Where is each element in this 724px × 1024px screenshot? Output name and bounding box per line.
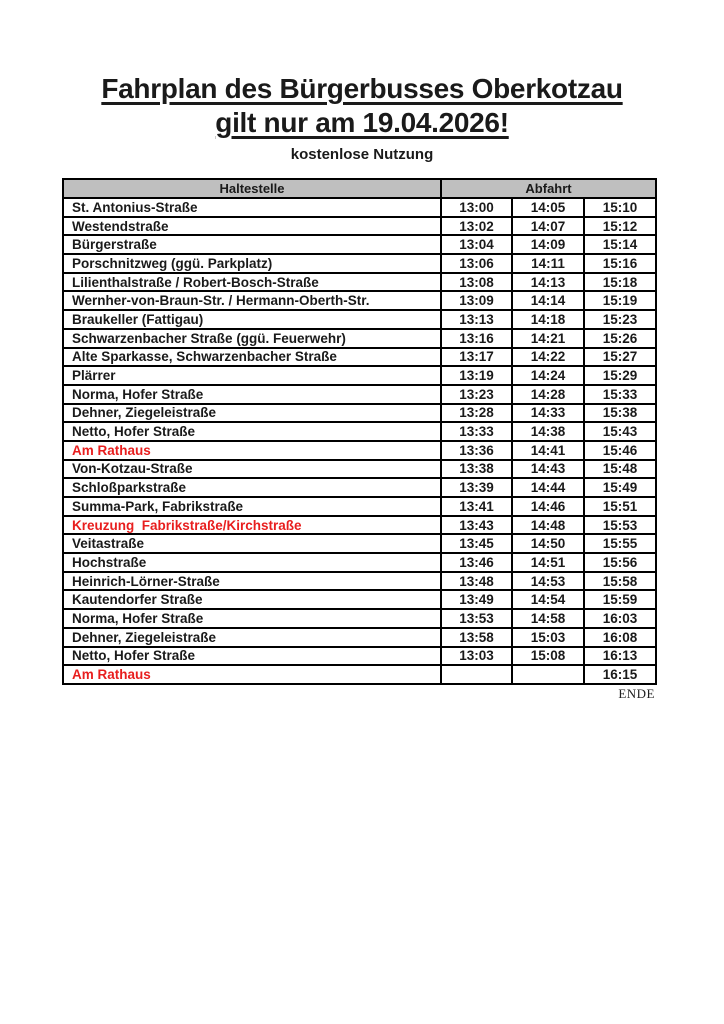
stop-name: Veitastraße: [63, 534, 441, 553]
table-row: [63, 441, 656, 460]
stop-name: Von-Kotzau-Straße: [63, 460, 441, 479]
table-row: [63, 478, 656, 497]
departure-time-2: 14:09: [512, 235, 584, 254]
stop-name: Norma, Hofer Straße: [63, 385, 441, 404]
departure-time-3: 16:08: [584, 628, 656, 647]
departure-time-2: 14:46: [512, 497, 584, 516]
stop-name: Kautendorfer Straße: [63, 590, 441, 609]
departure-time-3: 15:16: [584, 254, 656, 273]
end-note: ENDE: [618, 686, 655, 701]
timetable-header: [63, 179, 656, 198]
timetable-body: [63, 198, 656, 684]
departure-time-1: 13:06: [441, 254, 512, 273]
departure-time-3: 15:59: [584, 590, 656, 609]
stop-name: Am Rathaus: [63, 665, 441, 684]
departure-time-3: 16:13: [584, 647, 656, 666]
header-row: [63, 179, 656, 198]
departure-time-1: 13:45: [441, 534, 512, 553]
table-row: [63, 534, 656, 553]
departure-time-3: 15:51: [584, 497, 656, 516]
header-stop-column: Haltestelle: [63, 179, 441, 198]
table-row: [63, 590, 656, 609]
table-row: [63, 628, 656, 647]
departure-time-2: 14:54: [512, 590, 584, 609]
departure-time-3: 15:18: [584, 273, 656, 292]
header-departure-column: Abfahrt: [441, 179, 656, 198]
table-row: [63, 291, 656, 310]
stop-name: Am Rathaus: [63, 441, 441, 460]
departure-time-2: 14:21: [512, 329, 584, 348]
page-title-line1: Fahrplan des Bürgerbusses Oberkotzau: [101, 73, 623, 104]
stop-name: Lilienthalstraße / Robert-Bosch-Straße: [63, 273, 441, 292]
departure-time-1: 13:13: [441, 310, 512, 329]
page-title: [0, 72, 724, 140]
table-row: [63, 572, 656, 591]
departure-time-2: 14:24: [512, 366, 584, 385]
departure-time-1: 13:09: [441, 291, 512, 310]
stop-name: Hochstraße: [63, 553, 441, 572]
departure-time-2: 14:38: [512, 422, 584, 441]
table-row: [63, 422, 656, 441]
departure-time-3: 15:10: [584, 198, 656, 217]
table-row: [63, 497, 656, 516]
table-row: [63, 460, 656, 479]
stop-name: Norma, Hofer Straße: [63, 609, 441, 628]
table-row: [63, 217, 656, 236]
departure-time-1: 13:58: [441, 628, 512, 647]
departure-time-1: 13:39: [441, 478, 512, 497]
departure-time-1: 13:08: [441, 273, 512, 292]
departure-time-2: 14:18: [512, 310, 584, 329]
table-row: [63, 516, 656, 535]
stop-name: Braukeller (Fattigau): [63, 310, 441, 329]
stop-name: Summa-Park, Fabrikstraße: [63, 497, 441, 516]
table-row: [63, 348, 656, 367]
departure-time-3: 15:55: [584, 534, 656, 553]
table-row: [63, 553, 656, 572]
departure-time-1: 13:23: [441, 385, 512, 404]
departure-time-3: 16:03: [584, 609, 656, 628]
stop-name: Heinrich-Lörner-Straße: [63, 572, 441, 591]
departure-time-3: 15:58: [584, 572, 656, 591]
table-row: [63, 385, 656, 404]
departure-time-2: 14:44: [512, 478, 584, 497]
departure-time-1: 13:41: [441, 497, 512, 516]
departure-time-2: 14:13: [512, 273, 584, 292]
table-row: [63, 254, 656, 273]
departure-time-1: 13:49: [441, 590, 512, 609]
departure-time-2: 14:50: [512, 534, 584, 553]
stop-name: St. Antonius-Straße: [63, 198, 441, 217]
table-row: [63, 647, 656, 666]
departure-time-3: 15:23: [584, 310, 656, 329]
departure-time-1: 13:43: [441, 516, 512, 535]
departure-time-1: 13:00: [441, 198, 512, 217]
departure-time-1: 13:03: [441, 647, 512, 666]
departure-time-1: 13:04: [441, 235, 512, 254]
page-title-line2: gilt nur am 19.04.2026!: [215, 107, 509, 138]
departure-time-2: 15:08: [512, 647, 584, 666]
stop-name: Wernher-von-Braun-Str. / Hermann-Oberth-Str.: [63, 291, 441, 310]
table-row: [63, 310, 656, 329]
departure-time-3: 16:15: [584, 665, 656, 684]
departure-time-2: 14:53: [512, 572, 584, 591]
departure-time-3: 15:19: [584, 291, 656, 310]
stop-name: Bürgerstraße: [63, 235, 441, 254]
table-row: [63, 404, 656, 423]
departure-time-1: [441, 665, 512, 684]
departure-time-2: 14:07: [512, 217, 584, 236]
departure-time-3: 15:56: [584, 553, 656, 572]
stop-name: Westendstraße: [63, 217, 441, 236]
departure-time-2: 14:11: [512, 254, 584, 273]
departure-time-2: 14:14: [512, 291, 584, 310]
departure-time-2: 14:48: [512, 516, 584, 535]
departure-time-2: 14:33: [512, 404, 584, 423]
departure-time-2: [512, 665, 584, 684]
departure-time-1: 13:28: [441, 404, 512, 423]
stop-name: Netto, Hofer Straße: [63, 647, 441, 666]
departure-time-1: 13:38: [441, 460, 512, 479]
departure-time-3: 15:53: [584, 516, 656, 535]
timetable-table: [62, 178, 657, 685]
departure-time-2: 14:41: [512, 441, 584, 460]
departure-time-1: 13:46: [441, 553, 512, 572]
departure-time-2: 14:58: [512, 609, 584, 628]
departure-time-2: 14:43: [512, 460, 584, 479]
departure-time-3: 15:29: [584, 366, 656, 385]
stop-name: Plärrer: [63, 366, 441, 385]
departure-time-2: 14:51: [512, 553, 584, 572]
departure-time-1: 13:16: [441, 329, 512, 348]
stop-name: Schwarzenbacher Straße (ggü. Feuerwehr): [63, 329, 441, 348]
table-row: [63, 235, 656, 254]
table-row: [63, 366, 656, 385]
table-row: [63, 665, 656, 684]
departure-time-2: 15:03: [512, 628, 584, 647]
stop-name: Dehner, Ziegeleistraße: [63, 404, 441, 423]
departure-time-1: 13:48: [441, 572, 512, 591]
stop-name: Netto, Hofer Straße: [63, 422, 441, 441]
stop-name: Schloßparkstraße: [63, 478, 441, 497]
departure-time-1: 13:17: [441, 348, 512, 367]
departure-time-3: 15:43: [584, 422, 656, 441]
stop-name: Dehner, Ziegeleistraße: [63, 628, 441, 647]
page-subtitle: kostenlose Nutzung: [290, 146, 434, 163]
departure-time-3: 15:27: [584, 348, 656, 367]
departure-time-2: 14:22: [512, 348, 584, 367]
table-row: [63, 198, 656, 217]
departure-time-3: 15:12: [584, 217, 656, 236]
departure-time-3: 15:46: [584, 441, 656, 460]
departure-time-3: 15:48: [584, 460, 656, 479]
table-row: [63, 609, 656, 628]
departure-time-3: 15:26: [584, 329, 656, 348]
stop-name: Porschnitzweg (ggü. Parkplatz): [63, 254, 441, 273]
departure-time-1: 13:19: [441, 366, 512, 385]
stop-name: Kreuzung Fabrikstraße/Kirchstraße: [63, 516, 441, 535]
departure-time-1: 13:36: [441, 441, 512, 460]
departure-time-3: 15:14: [584, 235, 656, 254]
departure-time-2: 14:28: [512, 385, 584, 404]
departure-time-3: 15:33: [584, 385, 656, 404]
table-row: [63, 329, 656, 348]
table-row: [63, 273, 656, 292]
stop-name: Alte Sparkasse, Schwarzenbacher Straße: [63, 348, 441, 367]
departure-time-3: 15:38: [584, 404, 656, 423]
departure-time-1: 13:53: [441, 609, 512, 628]
departure-time-3: 15:49: [584, 478, 656, 497]
departure-time-2: 14:05: [512, 198, 584, 217]
departure-time-1: 13:02: [441, 217, 512, 236]
departure-time-1: 13:33: [441, 422, 512, 441]
